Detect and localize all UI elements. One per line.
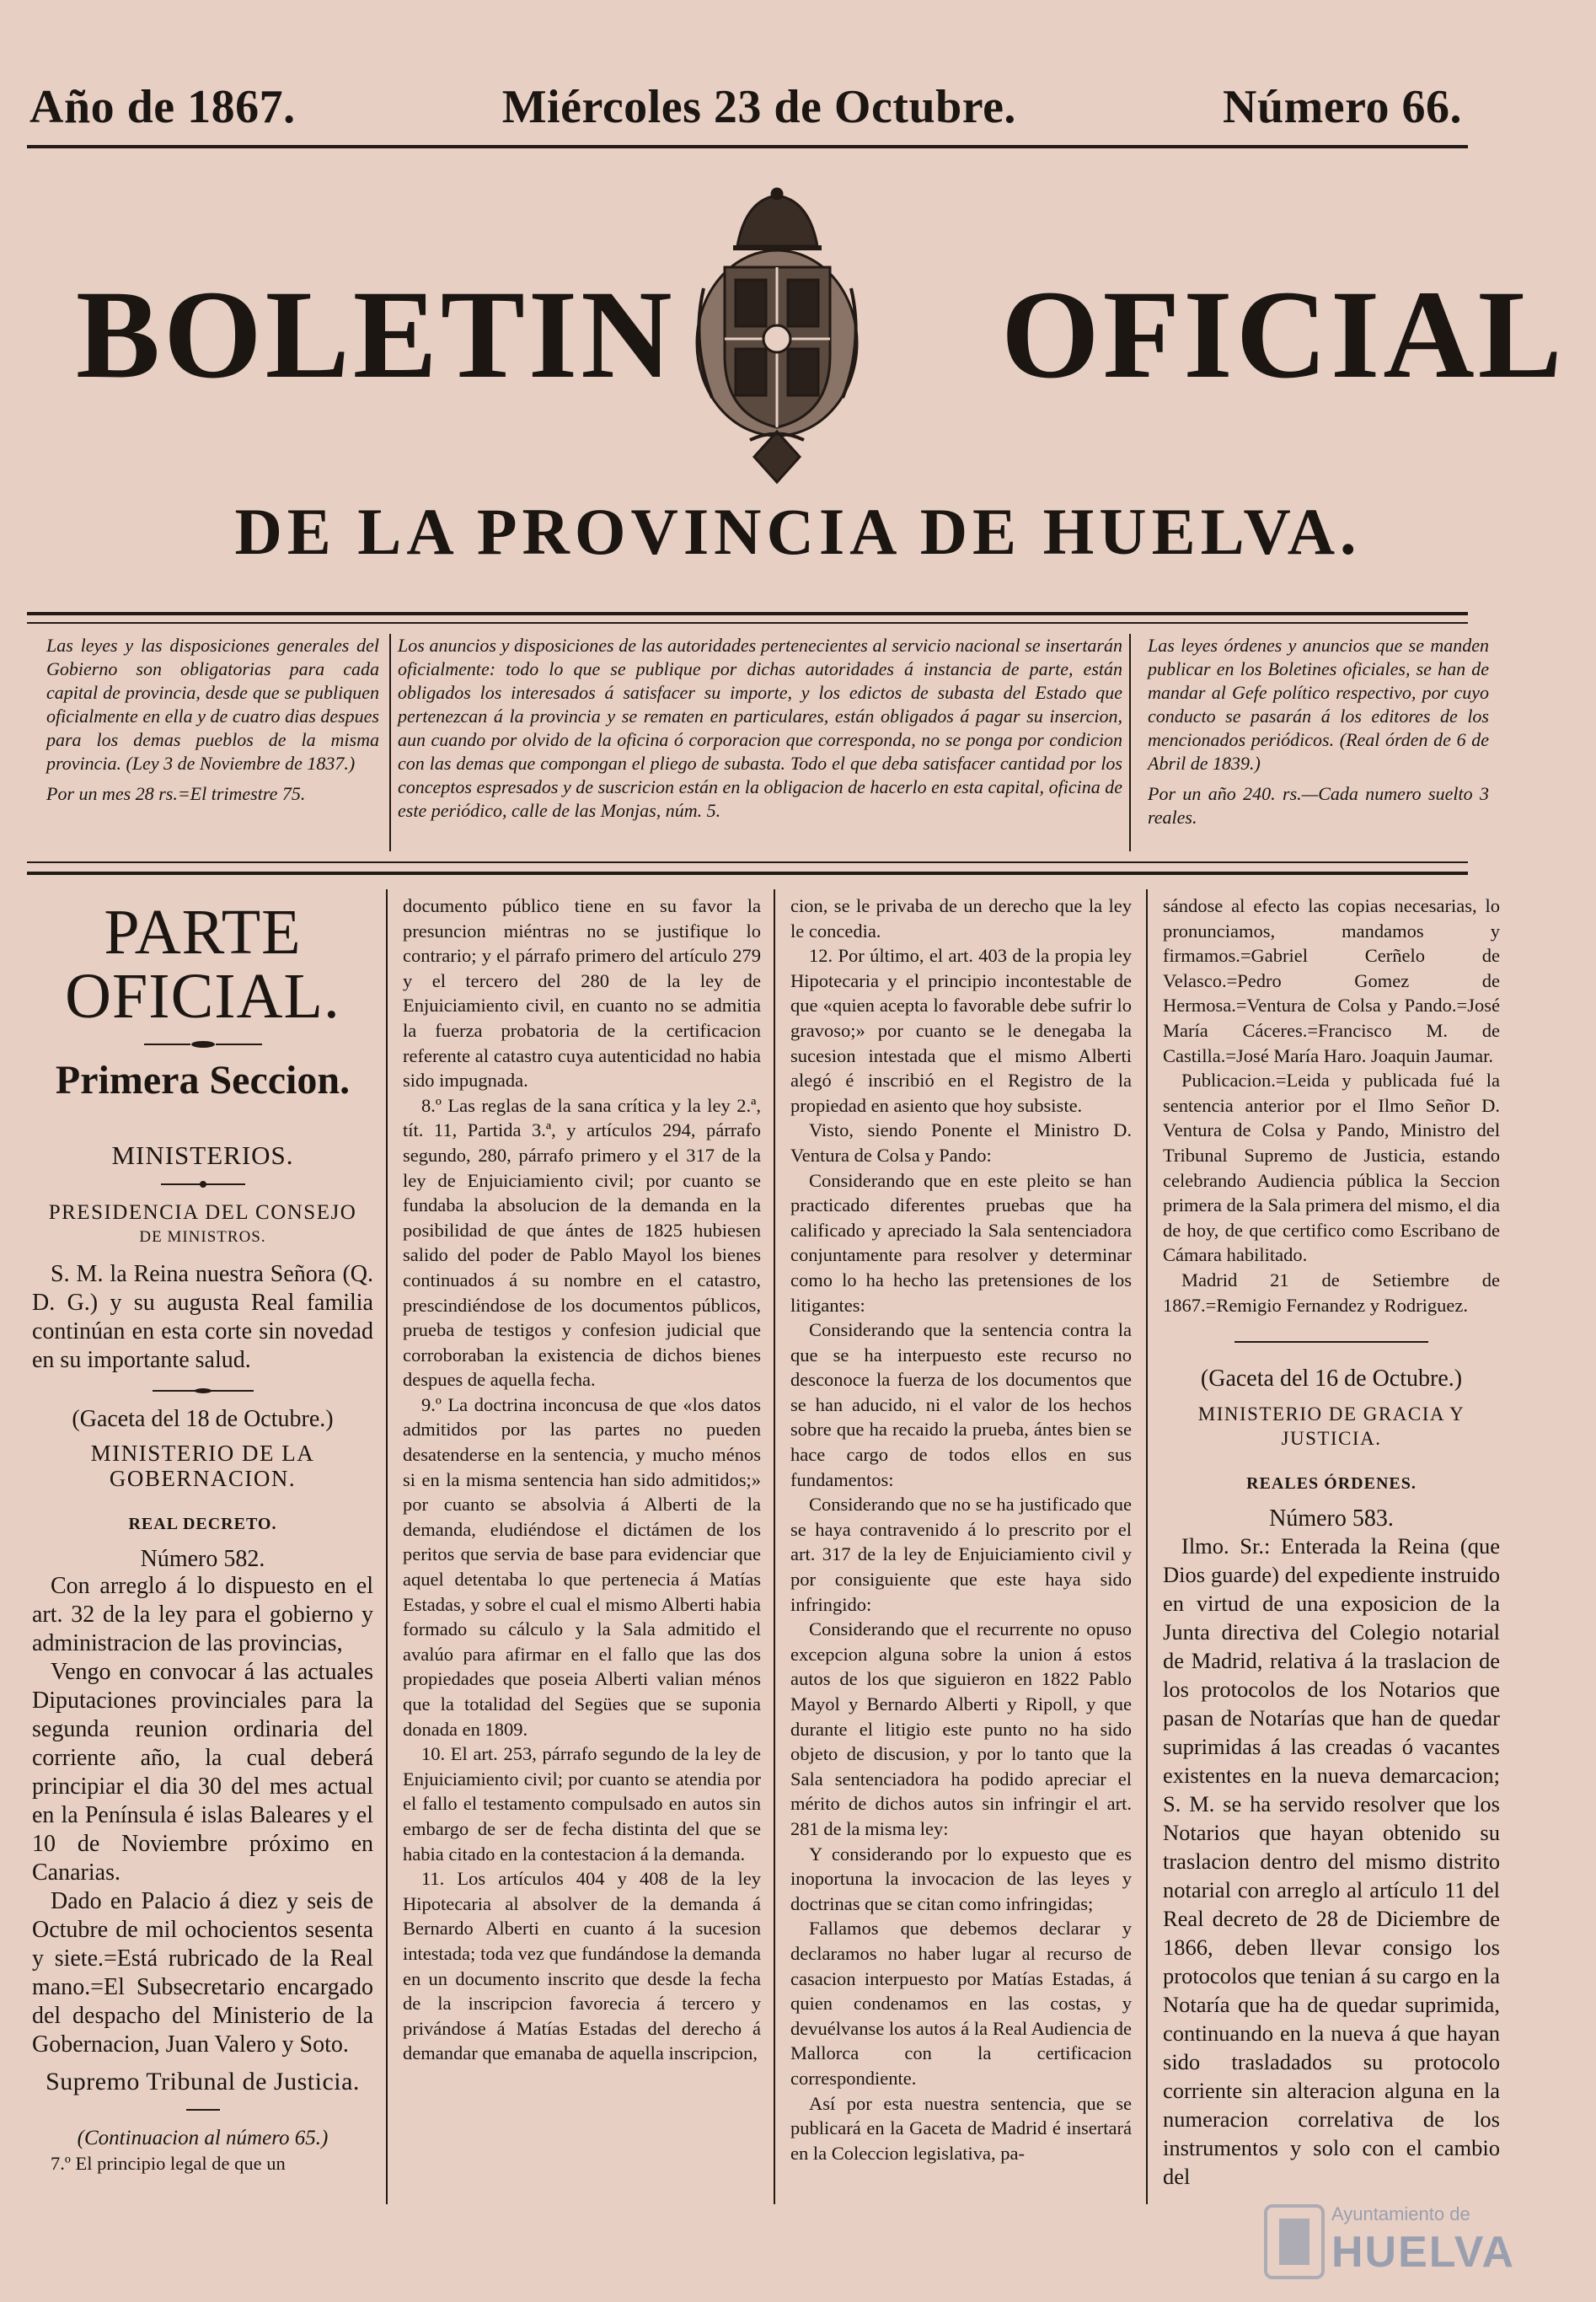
parte-oficial-heading: PARTE OFICIAL. xyxy=(65,897,340,1032)
column-1 xyxy=(32,893,373,2176)
column-2 xyxy=(403,893,761,2066)
info-right xyxy=(1148,634,1489,829)
decree-paragraph-1: Con arreglo á lo dispuesto en el art. 32 de la ley para el gobierno y administracion de las provincias, xyxy=(32,1572,373,1656)
col3-paragraph-7: Considerando que el recurrente no opuso excepcion alguna sobre la union á estos autos de los que siguieron en 1822 Pablo Mayol y Bernardo Alberti y Ripoll, y que durante el litigio este punto no ha sido objeto de discusion, y por lo tanto que la Sala sentenciadora ha podido apreciar el mérito de dichos autos sin infringir el art. 281 de la misma ley: xyxy=(790,1618,1132,1839)
ornament-divider xyxy=(144,1387,262,1395)
info-left-price: Por un mes 28 rs.=El trimestre 75. xyxy=(46,783,306,804)
col2-paragraph-5: 11. Los artículos 404 y 408 de la ley Hipotecaria al absolver de la demanda á Bernardo Alberti en cuanto á la sucesion intestada; toda vez que fundándose la demanda en un documento inscrito que desde la fecha de la inscripcion favorecia á tercero y privándose á Matías Estadas del derecho á demandar que emanaba de aquella inscripcion, xyxy=(403,1868,761,2064)
subtitle-rule-2 xyxy=(27,622,1468,624)
ministerio-gobernacion-heading: MINISTERIO DE LA GOBERNACION. xyxy=(90,1441,315,1491)
col1-last-paragraph: 7.º El principio legal de que un xyxy=(51,2152,286,2174)
title-right: OFICIAL xyxy=(1001,265,1566,405)
info-center-text: Los anuncios y disposiciones de las autoridades pertenecientes al servicio nacional se insertarán oficialmente: todo lo que se publique por dichas autoridades á instancia de parte, están obligados los interesados á satisfacer su importe, y los edictos de subasta del Estado que pertenezcan á la provincia y se rematen en particulares, están obligados á pagar su insercion, aun cuando por olvido de la oficina ó corporacion que corresponda, no se ponga por condicion con las demas que compongan el pliego de subasta. Todo el que deba satisfacer cantidad por los conceptos espresados y de suscricion están en la obligacion de hacerlo en esta capital, oficina de este periódico, calle de las Monjas, núm. 5. xyxy=(398,635,1122,821)
col-divider-3 xyxy=(1146,889,1148,2204)
ornament-divider xyxy=(1234,1338,1428,1346)
ornament-divider xyxy=(144,1180,262,1189)
col2-paragraph-1: documento público tiene en su favor la presuncion miéntras no se justifique lo contrario; y el párrafo primero del artículo 279 y el tercero del 280 de la ley de Enjuiciamiento civil, en cuanto no se admitia la fuerza probatoria de la certificacion referente al catastro cuya autenticidad no habia sido impugnada. xyxy=(403,895,761,1092)
col3-paragraph-4: Considerando que en este pleito se han practicado diferentes pruebas que ha calificado y apreciado la Sala sentenciadora conjuntamente para resolver y determinar como lo ha hecho las pretensiones de los litigantes: xyxy=(790,1169,1132,1316)
decree-number: Número 582. xyxy=(140,1546,265,1573)
decree-paragraph-2: Vengo en convocar á las actuales Diputaciones provinciales para la segunda reunion ordinaria del corriente año, la cual deberá principiar el dia 30 del mes actual en la Península é islas Baleares y el 10 de Noviembre próximo en Canarias. xyxy=(32,1658,373,1886)
info-divider-1 xyxy=(389,634,391,851)
col2-paragraph-3: 9.º La doctrina inconcusa de que «los datos admitidos por las partes no pueden desatenderse en la sentencia, y mucho ménos si en la misma sentencia han sido admitidos;» por cuanto se absolvia á Alberti de la demanda, eludiéndose el dictámen de los peritos que servia de base para evidenciar que aquel detentaba lo que pertenecia á Matías Estadas, y sobre el cual el mismo Alberti habia formado su cálculo y la Sala admitido el avalúo para afirmar en el fallo que las dos propiedades que poseia Alberti valian ménos que la totalidad del Segües que se suponia donada en 1809. xyxy=(403,1393,761,1740)
royal-crest-icon xyxy=(687,187,868,486)
issue-year: Año de 1867. xyxy=(29,81,296,133)
reales-ordenes-heading: REALES ÓRDENES. xyxy=(1246,1473,1417,1493)
info-rule-1 xyxy=(27,861,1468,863)
presidencia-heading: PRESIDENCIA DEL CONSEJO xyxy=(48,1200,357,1224)
supremo-tribunal-heading: Supremo Tribunal de Justicia. xyxy=(46,2067,360,2095)
col2-paragraph-2: 8.º Las reglas de la sana crítica y la ley 2.ª, tít. 11, Partida 3.ª, y artículos 294, párrafo segundo, 280, párrafo primero y el 317 de la ley de Enjuiciamiento civil; por cuanto se fundaba la absolucion de la demanda en la posibilidad de que ántes de 1825 hubiesen salido del poder de Pablo Mayol los bienes continuados á su nombre en el catastro, prescindiéndose de los documentos públicos, prueba de testigos y confesion judicial que corroboraban la existencia de dichos bienes despues de aquella fecha. xyxy=(403,1094,761,1391)
info-rule-2 xyxy=(27,872,1468,875)
info-left xyxy=(46,634,379,806)
title-left: BOLETIN xyxy=(76,265,676,405)
column-3 xyxy=(790,893,1132,2165)
continuacion-note: (Continuacion al número 65.) xyxy=(77,2127,329,2150)
watermark-bottom-text: HUELVA xyxy=(1331,2228,1516,2277)
issue-number: Número 66. xyxy=(1223,81,1462,133)
info-divider-2 xyxy=(1129,634,1131,851)
col3-paragraph-3: Visto, siendo Ponente el Ministro D. Ventura de Colsa y Pando: xyxy=(790,1119,1132,1166)
decree-paragraph-3: Dado en Palacio á diez y seis de Octubre de mil ochocientos sesenta y siete.=Está rubricado de la Real mano.=El Subsecretario encargado del despacho del Ministerio de la Gobernacion, Juan Valero y Soto. xyxy=(32,1887,373,2058)
col3-paragraph-5: Considerando que la sentencia contra la que se ha interpuesto este recurso no desconoce la fuerza de los documentos que se han aducido, ni el valor de los hechos sobre que ha recaido la prueba, ántes bien se hace cargo de todos ellos en sus fundamentos: xyxy=(790,1319,1132,1490)
reina-paragraph: S. M. la Reina nuestra Señora (Q. D. G.) y su augusta Real familia continúan en esta corte sin novedad en su importante salud. xyxy=(32,1260,373,1373)
title-subtitle: DE LA PROVINCIA DE HUELVA. xyxy=(234,495,1362,568)
subtitle-rule-1 xyxy=(27,612,1468,615)
info-right-text: Las leyes órdenes y anuncios que se manden publicar en los Boletines oficiales, se han de mandar al Gefe político respectivo, por cuyo conducto se pasarán á los editores de los mencionados periódicos. (Real órden de 6 de Abril de 1839.) xyxy=(1148,635,1489,774)
info-center xyxy=(398,634,1122,823)
col4-paragraph-3: Madrid 21 de Setiembre de 1867.=Remigio Fernandez y Rodriguez. xyxy=(1163,1269,1500,1316)
col3-paragraph-10: Así por esta nuestra sentencia, que se publicará en la Gaceta de Madrid é insertará en la Coleccion legislativa, pa- xyxy=(790,2092,1132,2164)
col4-paragraph-2: Publicacion.=Leida y publicada fué la sentencia anterior por el Ilmo Señor D. Ventura de Colsa y Pando, Ministro del Tribunal Supremo de Justicia, estando celebrando Audiencia pública la Seccion primera de la Sala primera del mismo, el dia de hoy, de que certifico como Escribano de Cámara habilitado. xyxy=(1163,1070,1500,1266)
col3-paragraph-6: Considerando que no se ha justificado que se haya contravenido á lo prescrito por el art. 317 de la ley de Enjuiciamiento civil y por consiguiente que este haya sido infringido: xyxy=(790,1494,1132,1615)
masthead-line xyxy=(29,80,1462,134)
column-4 xyxy=(1163,893,1500,2191)
issue-date: Miércoles 23 de Octubre. xyxy=(501,81,1016,133)
presidencia-subheading: DE MINISTROS. xyxy=(139,1228,266,1247)
col4-paragraph-1: sándose al efecto las copias necesarias, lo pronunciamos, mandamos y firmamos.=Gabriel Cerñelo de Velasco.=Pedro Gomez de Hermosa.=Ventura de Colsa y Pando.=José María Cáceres.=Francisco M. de Castilla.=José María Haro. Joaquin Jaumar. xyxy=(1163,895,1500,1066)
gaceta-reference: (Gaceta del 18 de Octubre.) xyxy=(72,1405,334,1432)
col-divider-1 xyxy=(386,889,388,2204)
orden-number: Número 583. xyxy=(1269,1505,1394,1532)
col3-paragraph-1: cion, se le privaba de un derecho que la ley le concedia. xyxy=(790,895,1132,942)
ornament-divider xyxy=(144,1040,262,1049)
col3-paragraph-8: Y considerando por lo expuesto que es inoportuna la invocacion de las leyes y doctrinas que se citan como infringidas; xyxy=(790,1843,1132,1914)
info-right-price: Por un año 240. rs.—Cada numero suelto 3 reales. xyxy=(1148,783,1489,828)
ministerios-heading: MINISTERIOS. xyxy=(111,1140,294,1170)
real-decreto-heading: REAL DECRETO. xyxy=(128,1514,277,1533)
ornament-divider xyxy=(144,2106,262,2114)
top-rule xyxy=(27,145,1468,148)
col4-paragraph-4: Ilmo. Sr.: Enterada la Reina (que Dios guarde) del expediente instruido en virtud de una exposicion de la Junta directiva del Colegio notarial de Madrid, relativa á la traslacion de los protocolos de los Notarios que pasan de Notarías que han de quedar suprimidas á las creadas ó vacantes existentes en la nueva demarcacion; S. M. se ha servido resolver que los Notarios que hayan obtenido su traslacion dentro del mismo distrito notarial con arreglo al artículo 11 del Real decreto de 28 de Diciembre de 1866, deben llevar consigo los protocolos que tenian á su cargo en la Notaría que ha de quedar suprimida, continuando en la nueva á que hayan sido trasladados su protocolo corriente sin alteracion alguna en la numeracion correlativa de los instrumentos y solo con el cambio del xyxy=(1163,1533,1500,2190)
ministerio-gracia-heading: MINISTERIO DE GRACIA Y JUSTICIA. xyxy=(1197,1403,1465,1450)
col4-gaceta-reference: (Gaceta del 16 de Octubre.) xyxy=(1200,1366,1463,1392)
info-left-text: Las leyes y las disposiciones generales del Gobierno son obligatorias para cada capital de provincia, desde que se publiquen oficialmente en ella y de cuatro dias despues para los demas pueblos de la misma provincia. (Ley 3 de Noviembre de 1837.) xyxy=(46,635,379,774)
col-divider-2 xyxy=(774,889,775,2204)
seccion-heading: Primera Seccion. xyxy=(55,1058,351,1103)
col2-paragraph-4: 10. El art. 253, párrafo segundo de la ley de Enjuiciamiento civil; por cuanto se atendia por el fallo el testamento compulsado en autos sin embargo de ser de fecha distinta del que se habia citado en la contestacion á la demanda. xyxy=(403,1743,761,1865)
col3-paragraph-2: 12. Por último, el art. 403 de la propia ley Hipotecaria y el principio incontestable de que «quien acepta lo favorable debe sufrir lo gravoso;» por cuanto se le denegaba la sucesion intestada que el mismo Alberti alegó é inscribió en el Registro de la propiedad en asiento que hoy subsiste. xyxy=(790,945,1132,1116)
watermark-top-text: Ayuntamiento de xyxy=(1331,2203,1470,2224)
col3-paragraph-9: Fallamos que debemos declarar y declaramos no haber lugar al recurso de casacion interpuesto por Matías Estadas, á quien condenamos en las costas, y devuélvanse los autos á la Real Audiencia de Mallorca con la certificacion correspondiente. xyxy=(790,1918,1132,2089)
